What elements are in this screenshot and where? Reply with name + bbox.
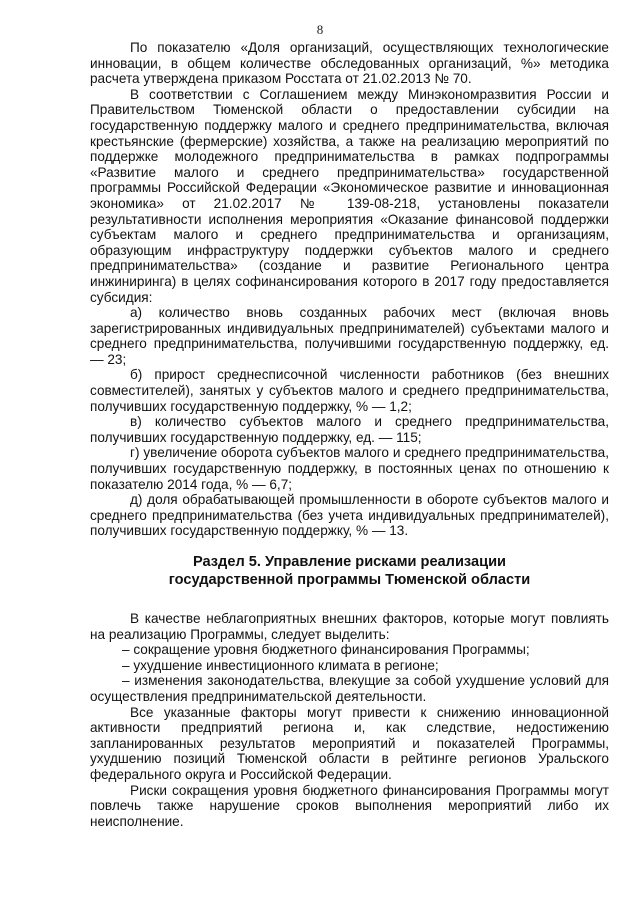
indicator-item-d: г) увеличение оборота субъектов малого и среднего предпринимательства, получивших государственную поддержку, в постоянных ценах по отношению к показателю 2014 года, % — 6,7; [90, 445, 609, 492]
section-heading-line-1: Раздел 5. Управление рисками реализации [192, 554, 507, 570]
indicator-item-e: д) доля обрабатывающей промышленности в обороте субъектов малого и среднего предпринимательства (без учета индивидуальных предпринимателей), получивших государственную поддержку, % — 13. [90, 492, 609, 539]
paragraph-risk-factors-intro: В качестве неблагоприятных внешних факторов, которые могут повлиять на реализацию Программы, следует выделить: [90, 611, 609, 642]
spacer [90, 539, 609, 553]
indicator-item-b: б) прирост среднесписочной численности работников (без внешних совместителей), занятых у субъектов малого и среднего предпринимательства, получивших государственную поддержку, % — 1,2; [90, 367, 609, 414]
paragraph-methodology: По показателю «Доля организаций, осуществляющих технологические инновации, в общем количестве обследованных организаций, %» методика расчета утверждена приказом Росстата от 21.02.2013 № 70. [90, 40, 609, 87]
paragraph-consequences: Все указанные факторы могут привести к снижению инновационной активности предприятий региона и, как следствие, недостижению запланированных результатов мероприятий и показателей Программы, ухудшению позиций Тюменской области в рейтинге регионов Уральского федерального округа и Российской Федерации. [90, 704, 609, 782]
paragraph-agreement: В соответствии с Соглашением между Минэкономразвития России и Правительством Тюменской области о предоставлении субсидии на государственную поддержку малого и среднего предпринимательства, включая крестьянские (фермерские) хозяйства, а также на реализацию мероприятий по поддержке молодежного предпринимательства в рамках подпрограммы «Развитие малого и среднего предпринимательства» государственной программы Российской Федерации «Экономическое развитие и инновационная экономика» от 21.02.2017 № 139-08-218, установлены показатели результативности исполнения мероприятия «Оказание финансовой поддержки субъектам малого и среднего предпринимательства и организациям, образующим инфраструктуру поддержки субъектов малого и среднего предпринимательства» (создание и развитие Регионального центра инжиниринга) в целях софинансирования которого в 2017 году предоставляется субсидия: [90, 86, 609, 305]
risk-item-investment-climate: – ухудшение инвестиционного климата в регионе; [122, 657, 439, 673]
spacer [90, 589, 609, 611]
risk-item-legislation: – изменения законодательства, влекущие за собой ухудшение условий для осуществления предпринимательской деятельности. [90, 673, 609, 704]
page-number: 8 [316, 22, 324, 37]
page-body [90, 40, 609, 829]
paragraph-budget-risk: Риски сокращения уровня бюджетного финансирования Программы могут повлечь также нарушение сроков выполнения мероприятий либо их неисполнение. [90, 782, 609, 829]
section-heading-line-2: государственной программы Тюменской области [168, 572, 531, 588]
indicator-item-c: в) количество субъектов малого и среднего предпринимательства, получивших государственную поддержку, ед. — 115; [90, 414, 609, 445]
risk-item-budget: – сокращение уровня бюджетного финансирования Программы; [122, 642, 530, 658]
indicator-item-a: а) количество вновь созданных рабочих мест (включая вновь зарегистрированных индивидуальных предпринимателей) субъектами малого и среднего предпринимательства, получившими государственную поддержку, ед. — 23; [90, 305, 609, 367]
